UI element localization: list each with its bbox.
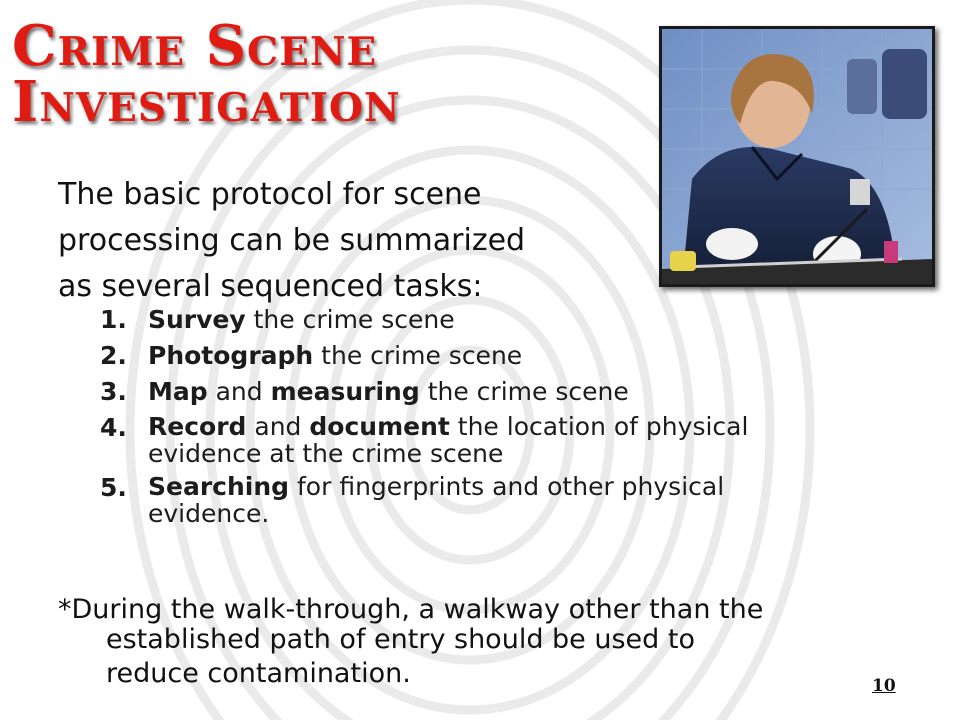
task-text: the crime scene bbox=[245, 305, 455, 334]
task-text: the location of physical bbox=[449, 412, 749, 441]
task-text: and bbox=[246, 412, 310, 441]
task-item-photograph bbox=[100, 341, 930, 371]
intro-line: The basic protocol for scene bbox=[58, 177, 482, 212]
task-item-record bbox=[100, 413, 930, 467]
task-text: the crime scene bbox=[313, 341, 523, 370]
title-line-1: Crime Scene bbox=[12, 13, 378, 79]
task-keyword: Searching bbox=[148, 472, 290, 501]
note-line: established path of entry should be used to bbox=[106, 624, 695, 655]
slide-title bbox=[12, 13, 401, 135]
task-keyword: Survey bbox=[148, 305, 246, 334]
intro-line: processing can be summarized bbox=[58, 223, 526, 258]
task-text: evidence. bbox=[148, 499, 270, 528]
task-list bbox=[100, 305, 930, 533]
forensic-investigator-photo bbox=[659, 26, 935, 287]
task-text: for fingerprints and other physical bbox=[289, 472, 725, 501]
task-keyword: measuring bbox=[270, 377, 420, 406]
task-text: evidence at the crime scene bbox=[148, 439, 504, 468]
task-item-survey bbox=[100, 305, 930, 335]
intro-line: as several sequenced tasks: bbox=[58, 269, 483, 304]
task-number: 5. bbox=[100, 473, 127, 502]
task-number: 1. bbox=[100, 305, 127, 334]
note-line: *During the walk-through, a walkway other than the bbox=[58, 594, 764, 625]
task-keyword: Photograph bbox=[148, 341, 314, 370]
page-number: 10 bbox=[872, 676, 896, 696]
task-keyword: document bbox=[309, 412, 450, 441]
task-keyword: Map bbox=[148, 377, 208, 406]
task-number: 3. bbox=[100, 377, 127, 406]
task-text: and bbox=[207, 377, 271, 406]
task-item-map bbox=[100, 377, 930, 407]
title-line-2: Investigation bbox=[12, 69, 401, 135]
note-line: reduce contamination. bbox=[106, 658, 411, 689]
task-keyword: Record bbox=[148, 412, 247, 441]
intro-paragraph bbox=[58, 172, 658, 310]
walkthrough-note bbox=[58, 593, 938, 691]
task-item-searching bbox=[100, 473, 930, 527]
task-number: 2. bbox=[100, 341, 127, 370]
investigator-illustration bbox=[662, 29, 932, 284]
task-number: 4. bbox=[100, 413, 127, 442]
task-text: the crime scene bbox=[419, 377, 629, 406]
